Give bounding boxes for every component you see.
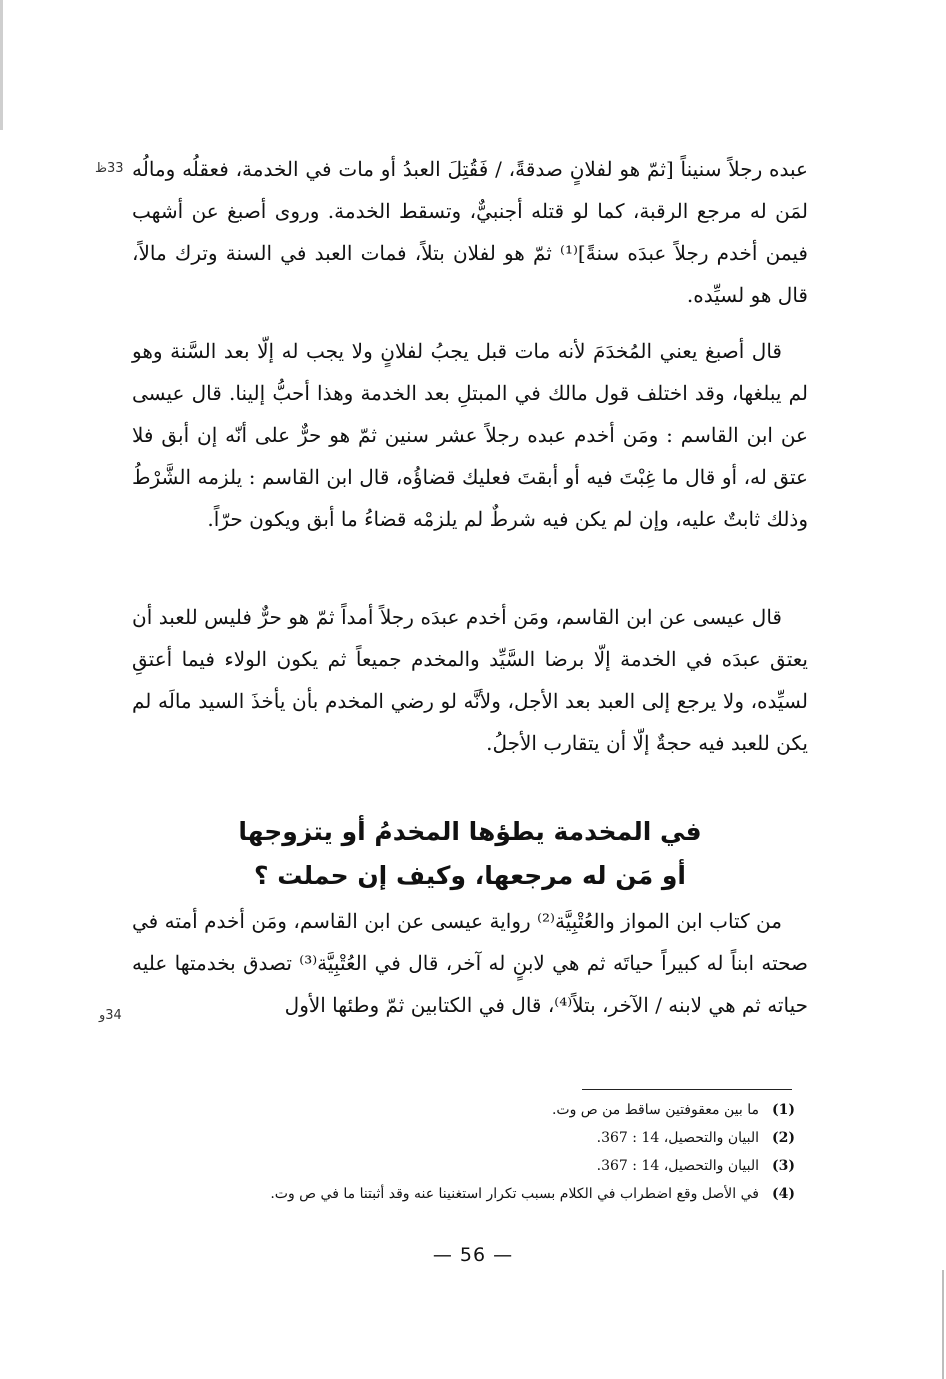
footnote-text: ما بين معقوفتين ساقط من ص وت. (551, 1102, 759, 1118)
footnote (160, 1180, 795, 1208)
paragraph: قال عيسى عن ابن القاسم، ومَن أخدم عبدَه رجلاً أمداً ثمّ هو حرٌّ فليس للعبد أن يعتق عبدَه في الخدمة إلّا برضا السَّيِّد والمخدم جميعاً ثم يكون الولاء فيما أعتقِ لسيِّده، ولا يرجع إلى العبد بعد الأجل، ولأنَّه لو رضي المخدم بأن يأخذَ السيد مالَه لم يكن للعبد فيه حجةٌ إلّا أن يتقارب الأجلُ. (132, 605, 808, 755)
footnote-text: في الأصل وقع اضطراب في الكلام بسبب تكرار استغنينا عنه وقد أثبتنا ما في ص وت. (270, 1186, 759, 1202)
section-heading (132, 810, 808, 898)
footnote (160, 1152, 795, 1180)
footnote-number: (2) (772, 1130, 795, 1146)
footnote-number: (4) (772, 1186, 795, 1202)
footnotes (160, 1096, 795, 1208)
scan-edge (0, 0, 3, 130)
footnote-text: البيان والتحصيل، 14 : 367. (596, 1158, 759, 1174)
paragraph: عبده رجلاً سنيناً [ثمّ هو لفلانٍ صدقةً، / فَقُتِلَ العبدُ أو مات في الخدمة، فعقلُه ومالُه لمَن له مرجع الرقبة، كما لو قتله أجنبيٌّ، وتسقط الخدمة. وروى أصبغ عن أشهب فيمن أخدم رجلاً عبدَه سنةً]⁽¹⁾ ثمّ هو لفلان بتلاً، فمات العبد في السنة وترك مالاً، قال هو لسيِّده. (132, 157, 808, 307)
paragraph: من كتاب ابن المواز والعُتْبِيَّة⁽²⁾ رواية عيسى عن ابن القاسم، ومَن أخدم أمته في صحته ابناً له كبيراً حياتَه ثم هي لابنٍ له آخر، قال في العُتْبِيَّة⁽³⁾ تصدق بخدمتها عليه حياته ثم هي لابنه / الآخر، بتلاً⁽⁴⁾، قال في الكتابين ثمّ وطئها الأول (132, 909, 808, 1017)
margin-folio-note: 33ظ (95, 161, 124, 176)
footnote-number: (3) (772, 1158, 795, 1174)
paragraph: قال أصبغ يعني المُخدَمَ لأنه مات قبل يجبُ لفلانٍ ولا يجب له إلّا بعد السَّنة وهو لم يبلغها، وقد اختلف قول مالك في المبتلِ بعد الخدمة وهذا أحبُّ إلينا. قال عيسى عن ابن القاسم : ومَن أخدم عبده رجلاً عشر سنين ثمّ هو حرٌّ على أنّه إن أبق فلا عتق له، أو قال ما غِبْتَ فيه أو أبقتَ فعليك قضاؤُه، قال ابن القاسم : يلزمه الشَّرْطُ وذلك ثابتٌ عليه، وإن لم يكن فيه شرطٌ لم يلزمْه قضاءُ ما أبق ويكون حرّاً. (132, 339, 808, 531)
heading-line: أو مَن له مرجعها، وكيف إن حملت ؟ (253, 861, 687, 890)
heading-line: في المخدمة يطؤها المخدمُ أو يتزوجها (238, 817, 702, 846)
footnote (160, 1096, 795, 1124)
footnote-text: البيان والتحصيل، 14 : 367. (596, 1130, 759, 1146)
footnote (160, 1124, 795, 1152)
margin-folio-note: 34و (99, 1008, 122, 1023)
footnote-separator (582, 1089, 792, 1090)
page-number: — 56 — (432, 1244, 514, 1266)
footnote-number: (1) (772, 1102, 795, 1118)
scan-edge (942, 1270, 944, 1379)
